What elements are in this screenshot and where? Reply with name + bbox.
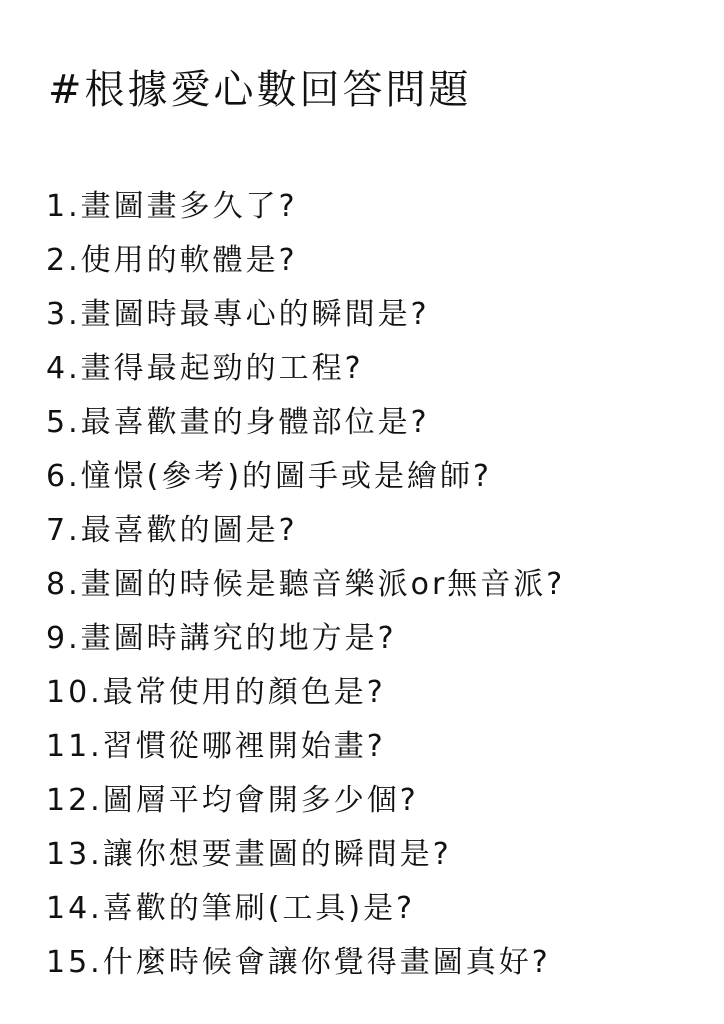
question-7: 7.最喜歡的圖是?	[46, 513, 298, 548]
question-2: 2.使用的軟體是?	[46, 243, 298, 278]
question-4: 4.畫得最起勁的工程?	[46, 351, 364, 386]
question-15: 15.什麼時候會讓你覺得畫圖真好?	[46, 945, 551, 980]
question-10: 10.最常使用的顏色是?	[46, 675, 386, 710]
question-9: 9.畫圖時講究的地方是?	[46, 621, 397, 656]
page-title: #根據愛心數回答問題	[48, 67, 472, 113]
question-14: 14.喜歡的筆刷(工具)是?	[46, 891, 416, 926]
question-8: 8.畫圖的時候是聽音樂派or無音派?	[46, 567, 566, 602]
question-12: 12.圖層平均會開多少個?	[46, 783, 419, 818]
question-6: 6.憧憬(參考)的圖手或是繪師?	[46, 459, 492, 494]
question-11: 11.習慣從哪裡開始畫?	[46, 729, 386, 764]
question-13: 13.讓你想要畫圖的瞬間是?	[46, 837, 452, 872]
question-1: 1.畫圖畫多久了?	[46, 189, 298, 224]
question-5: 5.最喜歡畫的身體部位是?	[46, 405, 430, 440]
question-list	[46, 180, 565, 990]
question-3: 3.畫圖時最專心的瞬間是?	[46, 297, 430, 332]
